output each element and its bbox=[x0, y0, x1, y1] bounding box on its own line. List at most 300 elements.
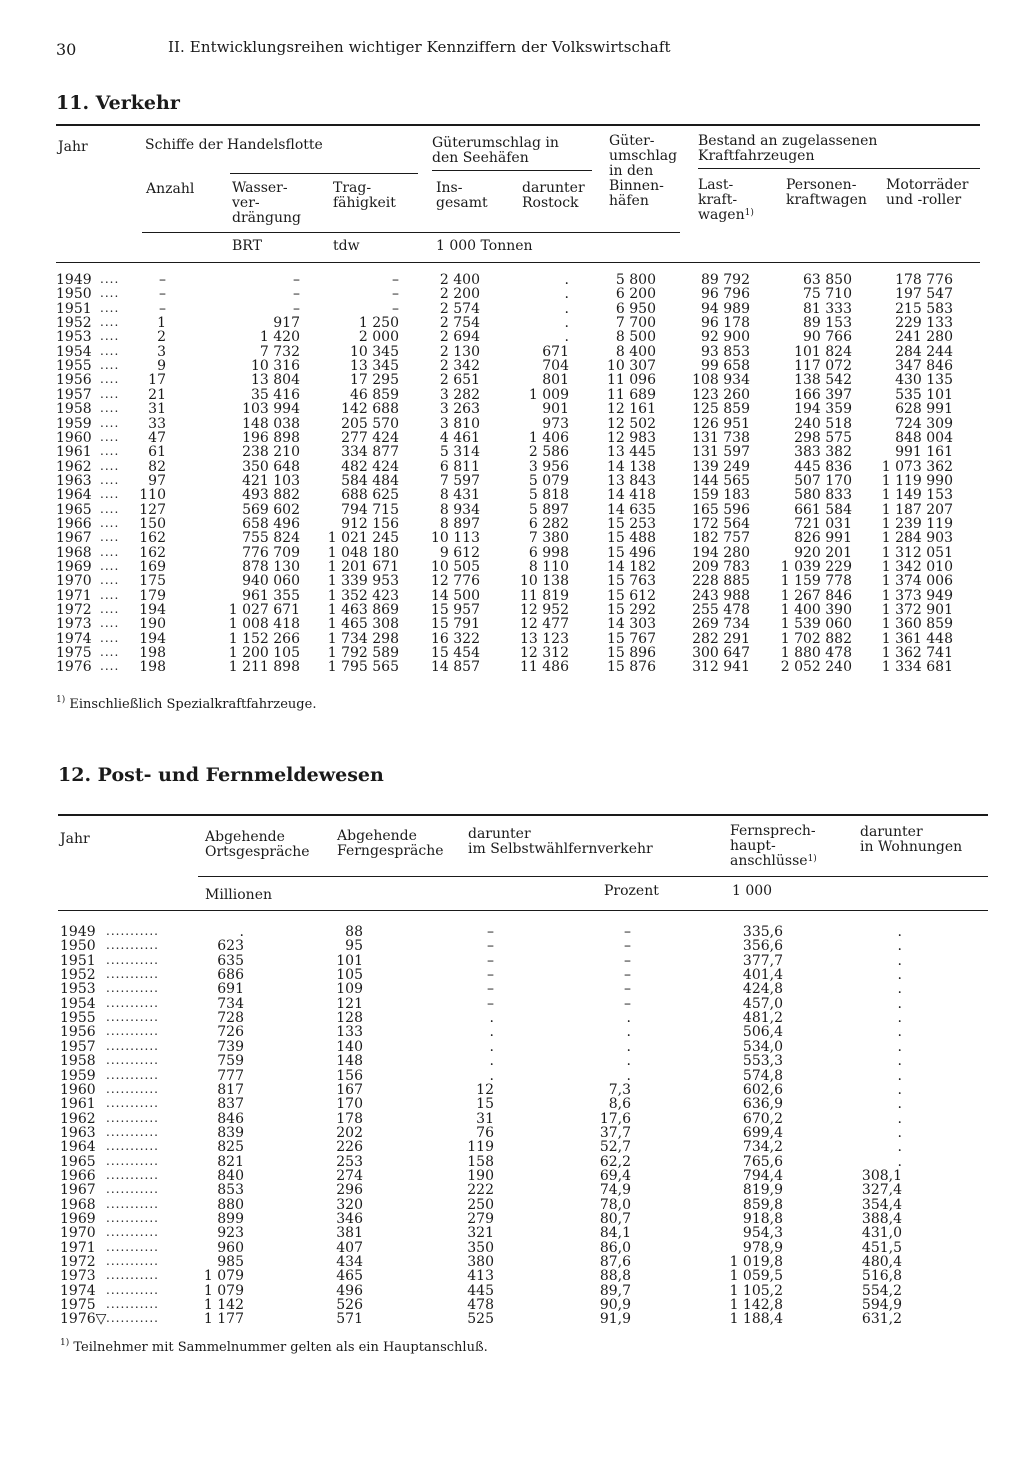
cell-motor: 535 101 bbox=[895, 386, 953, 403]
cell-orts: 825 bbox=[217, 1139, 244, 1156]
cell-fern: 274 bbox=[336, 1167, 363, 1184]
cell-jahr: 1960 bbox=[60, 1081, 96, 1098]
dot-leader: ........... bbox=[106, 952, 159, 967]
cell-wohn: 388,4 bbox=[861, 1211, 902, 1227]
header-bestand-2: Kraftfahrzeugen bbox=[698, 148, 815, 164]
cell-wasser: 10 316 bbox=[251, 358, 300, 375]
cell-last: 126 951 bbox=[692, 415, 750, 432]
cell-pkw: 721 031 bbox=[794, 515, 852, 532]
header-haupt-3-text: anschlüsse bbox=[730, 853, 808, 869]
cell-jahr: 1972 bbox=[60, 1254, 96, 1271]
cell-pkw: 383 382 bbox=[794, 444, 852, 461]
cell-binnen: 6 950 bbox=[615, 300, 656, 317]
cell-wasser: – bbox=[293, 272, 300, 288]
cell-fern: 128 bbox=[336, 1010, 363, 1027]
cell-orts: 691 bbox=[217, 981, 244, 998]
cell-rostock: 11 486 bbox=[520, 659, 569, 676]
cell-wasser: 1 200 105 bbox=[228, 645, 300, 662]
cell-binnen: 15 488 bbox=[607, 530, 656, 547]
cell-last: 194 280 bbox=[692, 544, 750, 561]
cell-insg: 2 574 bbox=[439, 300, 480, 317]
cell-binnen: 7 700 bbox=[615, 315, 656, 332]
cell-motor: 1 334 681 bbox=[881, 659, 953, 676]
footnote-mark: 1) bbox=[744, 208, 754, 218]
dot-leader: .... bbox=[100, 458, 120, 473]
cell-trag: – bbox=[392, 272, 399, 288]
cell-rostock: 13 123 bbox=[520, 630, 569, 647]
cell-last: 125 859 bbox=[692, 401, 750, 418]
cell-rostock: 901 bbox=[542, 401, 569, 418]
cell-orts: 853 bbox=[217, 1182, 244, 1199]
cell-anzahl: – bbox=[159, 272, 166, 288]
header-wasser-3: drängung bbox=[232, 210, 301, 226]
header-last-2: kraft- bbox=[698, 192, 738, 208]
cell-trag: 1 339 953 bbox=[327, 573, 399, 590]
cell-jahr: 1949 bbox=[56, 272, 92, 288]
cell-jahr: 1964 bbox=[60, 1139, 96, 1156]
cell-binnen: 14 635 bbox=[607, 501, 656, 518]
cell-orts: 686 bbox=[217, 967, 244, 984]
cell-last: 182 757 bbox=[692, 530, 750, 547]
cell-prozent: 37,7 bbox=[599, 1124, 631, 1141]
cell-trag: 13 345 bbox=[350, 358, 399, 375]
cell-motor: 430 135 bbox=[895, 372, 953, 389]
footnote-text: Einschließlich Spezialkraftfahrzeuge. bbox=[69, 697, 317, 712]
cell-jahr: 1970 bbox=[60, 1225, 96, 1242]
cell-jahr: 1955 bbox=[56, 358, 92, 375]
dot-leader: .... bbox=[100, 401, 120, 416]
cell-orts: 880 bbox=[217, 1196, 244, 1213]
cell-orts: 837 bbox=[217, 1096, 244, 1113]
cell-pkw: 445 836 bbox=[794, 458, 852, 475]
cell-orts: 726 bbox=[217, 1024, 244, 1041]
cell-wohn: 431,0 bbox=[861, 1225, 902, 1242]
cell-anzahl: 194 bbox=[139, 630, 166, 647]
cell-motor: 178 776 bbox=[895, 272, 953, 288]
cell-fern: 178 bbox=[336, 1110, 363, 1127]
cell-wohn: . bbox=[897, 1153, 902, 1170]
header-motor-1: Motorräder bbox=[886, 177, 969, 193]
cell-fern: 253 bbox=[336, 1153, 363, 1170]
cell-haupt: 574,8 bbox=[742, 1067, 783, 1084]
cell-insg: 2 400 bbox=[439, 272, 480, 288]
cell-last: 282 291 bbox=[692, 630, 750, 647]
cell-prozent: – bbox=[624, 924, 631, 940]
dot-leader: .... bbox=[100, 472, 120, 487]
cell-haupt: 794,4 bbox=[742, 1167, 783, 1184]
cell-last: 172 564 bbox=[692, 515, 750, 532]
header-anzahl: Anzahl bbox=[146, 181, 195, 197]
cell-fern: 170 bbox=[336, 1096, 363, 1113]
cell-motor: 1 073 362 bbox=[881, 458, 953, 475]
dot-leader: ........... bbox=[106, 1182, 159, 1197]
cell-wohn: . bbox=[897, 1067, 902, 1084]
cell-prozent: – bbox=[624, 938, 631, 955]
cell-rostock: 12 477 bbox=[520, 616, 569, 633]
cell-haupt: 699,4 bbox=[742, 1124, 783, 1141]
cell-wasser: 961 355 bbox=[242, 587, 300, 604]
cell-last: 131 738 bbox=[692, 429, 750, 446]
cell-haupt: 481,2 bbox=[742, 1010, 783, 1027]
cell-trag: 1 734 298 bbox=[327, 630, 399, 647]
cell-orts: 635 bbox=[217, 952, 244, 969]
cell-insg: 15 957 bbox=[431, 602, 480, 619]
cell-anzahl: 190 bbox=[139, 616, 166, 633]
cell-prozent: 84,1 bbox=[599, 1225, 631, 1242]
dot-leader: .... bbox=[100, 645, 120, 660]
cell-trag: 334 877 bbox=[341, 444, 399, 461]
cell-haupt: 377,7 bbox=[742, 952, 783, 969]
dot-leader: .... bbox=[100, 573, 120, 588]
cell-jahr: 1958 bbox=[60, 1053, 96, 1070]
cell-jahr: 1973 bbox=[60, 1268, 96, 1285]
cell-wasser: 776 709 bbox=[242, 544, 300, 561]
cell-insg: 7 597 bbox=[439, 472, 480, 489]
cell-insg: 12 776 bbox=[431, 573, 480, 590]
cell-trag: – bbox=[392, 286, 399, 303]
cell-fern: 320 bbox=[336, 1196, 363, 1213]
cell-jahr: 1972 bbox=[56, 602, 92, 619]
cell-insg: 2 694 bbox=[439, 329, 480, 346]
dot-leader: ........... bbox=[106, 967, 159, 982]
cell-wasser: 148 038 bbox=[242, 415, 300, 432]
cell-binnen: 13 445 bbox=[607, 444, 656, 461]
cell-binnen: 11 689 bbox=[607, 386, 656, 403]
cell-last: 209 783 bbox=[692, 559, 750, 575]
cell-rostock: . bbox=[564, 315, 569, 332]
cell-anzahl: 47 bbox=[148, 429, 166, 446]
cell-haupt: 506,4 bbox=[742, 1024, 783, 1041]
cell-motor: 1 362 741 bbox=[881, 645, 953, 662]
cell-wohn: 516,8 bbox=[861, 1268, 902, 1285]
header-rule bbox=[432, 170, 592, 171]
cell-jahr: 1949 bbox=[60, 924, 96, 940]
header-insgesamt-2: gesamt bbox=[436, 195, 488, 211]
cell-haupt: 819,9 bbox=[742, 1182, 783, 1199]
header-last-3-text: wagen bbox=[698, 207, 745, 223]
cell-pkw: 920 201 bbox=[794, 544, 852, 561]
cell-rostock: . bbox=[564, 329, 569, 346]
cell-anzahl: 9 bbox=[157, 358, 166, 375]
cell-orts: 1 177 bbox=[203, 1311, 244, 1328]
cell-orts: 623 bbox=[217, 938, 244, 955]
cell-motor: 1 372 901 bbox=[881, 602, 953, 619]
cell-selbst: 31 bbox=[476, 1110, 494, 1127]
header-wohn-1: darunter bbox=[860, 824, 923, 840]
cell-wohn: . bbox=[897, 952, 902, 969]
cell-rostock: . bbox=[564, 286, 569, 303]
cell-anzahl: 198 bbox=[139, 659, 166, 676]
header-rule bbox=[698, 168, 980, 169]
cell-motor: 1 239 119 bbox=[881, 515, 953, 532]
cell-motor: 241 280 bbox=[895, 329, 953, 346]
header-rule bbox=[198, 876, 988, 877]
cell-jahr: 1961 bbox=[60, 1096, 96, 1113]
cell-motor: 284 244 bbox=[895, 343, 953, 360]
header-bestand-1: Bestand an zugelassenen bbox=[698, 133, 878, 149]
cell-binnen: 14 138 bbox=[607, 458, 656, 475]
cell-orts: 1 079 bbox=[203, 1282, 244, 1299]
cell-fern: 496 bbox=[336, 1282, 363, 1299]
dot-leader: ........... bbox=[106, 1124, 159, 1139]
cell-wasser: 35 416 bbox=[251, 386, 300, 403]
cell-motor: 724 309 bbox=[895, 415, 953, 432]
cell-jahr: 1974 bbox=[60, 1282, 96, 1299]
cell-anzahl: 162 bbox=[139, 544, 166, 561]
cell-rostock: 973 bbox=[542, 415, 569, 432]
cell-rostock: 1 009 bbox=[528, 386, 569, 403]
cell-wohn: 327,4 bbox=[861, 1182, 902, 1199]
cell-prozent: 8,6 bbox=[608, 1096, 631, 1113]
cell-binnen: 10 307 bbox=[607, 358, 656, 375]
cell-jahr: 1953 bbox=[60, 981, 96, 998]
dot-leader: .... bbox=[100, 358, 120, 373]
cell-wohn: 594,9 bbox=[861, 1297, 902, 1314]
header-haupt-1: Fernsprech- bbox=[730, 823, 816, 839]
cell-orts: . bbox=[239, 924, 244, 940]
cell-binnen: 6 200 bbox=[615, 286, 656, 303]
cell-last: 92 900 bbox=[701, 329, 750, 346]
cell-wasser: 493 882 bbox=[242, 487, 300, 504]
cell-fern: 381 bbox=[336, 1225, 363, 1242]
cell-jahr: 1962 bbox=[56, 458, 92, 475]
cell-haupt: 602,6 bbox=[742, 1081, 783, 1098]
cell-orts: 1 142 bbox=[203, 1297, 244, 1314]
cell-last: 144 565 bbox=[692, 472, 750, 489]
cell-selbst: – bbox=[487, 938, 494, 955]
cell-haupt: 670,2 bbox=[742, 1110, 783, 1127]
cell-motor: 1 361 448 bbox=[881, 630, 953, 647]
header-haupt-2: haupt- bbox=[730, 838, 776, 854]
cell-pkw: 1 159 778 bbox=[780, 573, 852, 590]
cell-wohn: . bbox=[897, 1110, 902, 1127]
header-trag-2: fähigkeit bbox=[333, 195, 396, 211]
cell-orts: 839 bbox=[217, 1124, 244, 1141]
cell-jahr: 1952 bbox=[60, 967, 96, 984]
cell-binnen: 13 843 bbox=[607, 472, 656, 489]
header-darunter-1: darunter bbox=[522, 180, 585, 196]
cell-binnen: 12 983 bbox=[607, 429, 656, 446]
cell-motor: 1 149 153 bbox=[881, 487, 953, 504]
cell-last: 99 658 bbox=[701, 358, 750, 375]
dot-leader: ........... bbox=[106, 1153, 159, 1168]
cell-prozent: 17,6 bbox=[599, 1110, 631, 1127]
cell-orts: 734 bbox=[217, 995, 244, 1012]
cell-selbst: 119 bbox=[467, 1139, 494, 1156]
cell-anzahl: 162 bbox=[139, 530, 166, 547]
cell-anzahl: 3 bbox=[157, 343, 166, 360]
cell-trag: 584 484 bbox=[341, 472, 399, 489]
cell-motor: 848 004 bbox=[895, 429, 953, 446]
cell-jahr: 1962 bbox=[60, 1110, 96, 1127]
cell-pkw: 507 170 bbox=[794, 472, 852, 489]
cell-prozent: 80,7 bbox=[599, 1211, 631, 1227]
cell-wasser: 755 824 bbox=[242, 530, 300, 547]
cell-fern: 465 bbox=[336, 1268, 363, 1285]
cell-wohn: . bbox=[897, 1010, 902, 1027]
cell-prozent: . bbox=[626, 1024, 631, 1041]
cell-prozent: 74,9 bbox=[599, 1182, 631, 1199]
cell-binnen: 15 767 bbox=[607, 630, 656, 647]
cell-motor: 628 991 bbox=[895, 401, 953, 418]
cell-fern: 140 bbox=[336, 1038, 363, 1055]
dot-leader: ........... bbox=[106, 1254, 159, 1269]
cell-prozent: 89,7 bbox=[599, 1282, 631, 1299]
cell-trag: 912 156 bbox=[341, 515, 399, 532]
cell-motor: 1 284 903 bbox=[881, 530, 953, 547]
dot-leader: ........... bbox=[106, 1010, 159, 1025]
cell-motor: 1 187 207 bbox=[881, 501, 953, 518]
cell-prozent: 69,4 bbox=[599, 1167, 631, 1184]
cell-fern: 105 bbox=[336, 967, 363, 984]
cell-wohn: . bbox=[897, 1081, 902, 1098]
cell-haupt: 356,6 bbox=[742, 938, 783, 955]
cell-binnen: 8 500 bbox=[615, 329, 656, 346]
header-jahr: Jahr bbox=[60, 831, 90, 847]
cell-binnen: 5 800 bbox=[615, 272, 656, 288]
cell-last: 108 934 bbox=[692, 372, 750, 389]
cell-binnen: 15 763 bbox=[607, 573, 656, 590]
cell-motor: 229 133 bbox=[895, 315, 953, 332]
dot-leader: .... bbox=[100, 515, 120, 530]
cell-binnen: 15 253 bbox=[607, 515, 656, 532]
unit-1000: 1 000 bbox=[732, 883, 773, 899]
dot-leader: ........... bbox=[106, 1024, 159, 1039]
cell-last: 93 853 bbox=[701, 343, 750, 360]
cell-jahr: 1958 bbox=[56, 401, 92, 418]
cell-trag: 205 570 bbox=[341, 415, 399, 432]
header-last-3 bbox=[698, 208, 754, 223]
cell-jahr: 1951 bbox=[56, 300, 92, 317]
dot-leader: .... bbox=[100, 415, 120, 430]
cell-jahr: 1969 bbox=[56, 559, 92, 575]
cell-insg: 15 791 bbox=[431, 616, 480, 633]
dot-leader: ........... bbox=[106, 1053, 159, 1068]
cell-anzahl: 97 bbox=[148, 472, 166, 489]
cell-last: 228 885 bbox=[692, 573, 750, 590]
cell-pkw: 138 542 bbox=[794, 372, 852, 389]
cell-anzahl: 82 bbox=[148, 458, 166, 475]
cell-pkw: 1 400 390 bbox=[780, 602, 852, 619]
cell-anzahl: – bbox=[159, 300, 166, 317]
cell-jahr: 1955 bbox=[60, 1010, 96, 1027]
cell-jahr: 1968 bbox=[56, 544, 92, 561]
cell-wasser: 350 648 bbox=[242, 458, 300, 475]
dot-leader: ........... bbox=[106, 1311, 159, 1326]
cell-anzahl: 61 bbox=[148, 444, 166, 461]
header-motor-2: und -roller bbox=[886, 192, 962, 208]
cell-trag: 1 021 245 bbox=[327, 530, 399, 547]
cell-rostock: 2 586 bbox=[528, 444, 569, 461]
cell-fern: 407 bbox=[336, 1239, 363, 1256]
cell-orts: 821 bbox=[217, 1153, 244, 1170]
cell-wasser: 569 602 bbox=[242, 501, 300, 518]
dot-leader: ........... bbox=[106, 1139, 159, 1154]
post-footnote bbox=[60, 1340, 488, 1355]
cell-rostock: 801 bbox=[542, 372, 569, 389]
header-orts-2: Ortsgespräche bbox=[205, 844, 310, 860]
dot-leader: ........... bbox=[106, 1225, 159, 1240]
cell-insg: 15 454 bbox=[431, 645, 480, 662]
cell-fern: 88 bbox=[345, 924, 363, 940]
cell-haupt: 534,0 bbox=[742, 1038, 783, 1055]
cell-motor: 197 547 bbox=[895, 286, 953, 303]
cell-insg: 14 857 bbox=[431, 659, 480, 676]
cell-wasser: 917 bbox=[273, 315, 300, 332]
cell-binnen: 14 418 bbox=[607, 487, 656, 504]
cell-jahr: 1951 bbox=[60, 952, 96, 969]
header-wasser-1: Wasser- bbox=[232, 180, 288, 196]
cell-haupt: 765,6 bbox=[742, 1153, 783, 1170]
cell-wasser: 1 152 266 bbox=[228, 630, 300, 647]
cell-insg: 2 130 bbox=[439, 343, 480, 360]
cell-motor: 1 342 010 bbox=[881, 559, 953, 575]
cell-trag: 794 715 bbox=[341, 501, 399, 518]
cell-insg: 9 612 bbox=[439, 544, 480, 561]
cell-binnen: 15 896 bbox=[607, 645, 656, 662]
cell-jahr: 1965 bbox=[56, 501, 92, 518]
dot-leader: .... bbox=[100, 616, 120, 631]
cell-selbst: . bbox=[489, 1024, 494, 1041]
unit-prozent: Prozent bbox=[604, 883, 659, 899]
footnote-mark: 1) bbox=[807, 854, 817, 864]
cell-jahr: 1966 bbox=[56, 515, 92, 532]
cell-jahr: 1954 bbox=[60, 995, 96, 1012]
cell-trag: 688 625 bbox=[341, 487, 399, 504]
cell-wohn: . bbox=[897, 967, 902, 984]
cell-last: 94 989 bbox=[701, 300, 750, 317]
cell-anzahl: 1 bbox=[157, 315, 166, 332]
cell-wasser: 103 994 bbox=[242, 401, 300, 418]
cell-selbst: 350 bbox=[467, 1239, 494, 1256]
cell-pkw: 1 267 846 bbox=[780, 587, 852, 604]
dot-leader: ........... bbox=[106, 1067, 159, 1082]
cell-binnen: 12 161 bbox=[607, 401, 656, 418]
cell-anzahl: 198 bbox=[139, 645, 166, 662]
cell-orts: 759 bbox=[217, 1053, 244, 1070]
dot-leader: .... bbox=[100, 444, 120, 459]
cell-prozent: 52,7 bbox=[599, 1139, 631, 1156]
cell-last: 269 734 bbox=[692, 616, 750, 633]
cell-motor: 1 360 859 bbox=[881, 616, 953, 633]
cell-prozent: . bbox=[626, 1067, 631, 1084]
cell-pkw: 166 397 bbox=[794, 386, 852, 403]
cell-insg: 2 651 bbox=[439, 372, 480, 389]
verkehr-footnote bbox=[56, 697, 316, 712]
cell-anzahl: 194 bbox=[139, 602, 166, 619]
cell-selbst: 525 bbox=[467, 1311, 494, 1328]
header-gueter-see-2: den Seehäfen bbox=[432, 150, 529, 166]
cell-orts: 739 bbox=[217, 1038, 244, 1055]
cell-jahr: 1965 bbox=[60, 1153, 96, 1170]
footnote-mark: 1) bbox=[56, 695, 66, 705]
cell-fern: 202 bbox=[336, 1124, 363, 1141]
cell-pkw: 90 766 bbox=[803, 329, 852, 346]
cell-prozent: 87,6 bbox=[599, 1254, 631, 1271]
cell-trag: 10 345 bbox=[350, 343, 399, 360]
cell-prozent: – bbox=[624, 995, 631, 1012]
header-insgesamt-1: Ins- bbox=[436, 180, 463, 196]
cell-jahr: 1966 bbox=[60, 1167, 96, 1184]
cell-wohn: . bbox=[897, 1096, 902, 1113]
cell-anzahl: – bbox=[159, 286, 166, 303]
cell-haupt: 1 142,8 bbox=[729, 1297, 783, 1314]
cell-anzahl: 33 bbox=[148, 415, 166, 432]
cell-wasser: – bbox=[293, 300, 300, 317]
cell-prozent: – bbox=[624, 981, 631, 998]
cell-rostock: 10 138 bbox=[520, 573, 569, 590]
cell-wasser: 1 211 898 bbox=[228, 659, 300, 676]
